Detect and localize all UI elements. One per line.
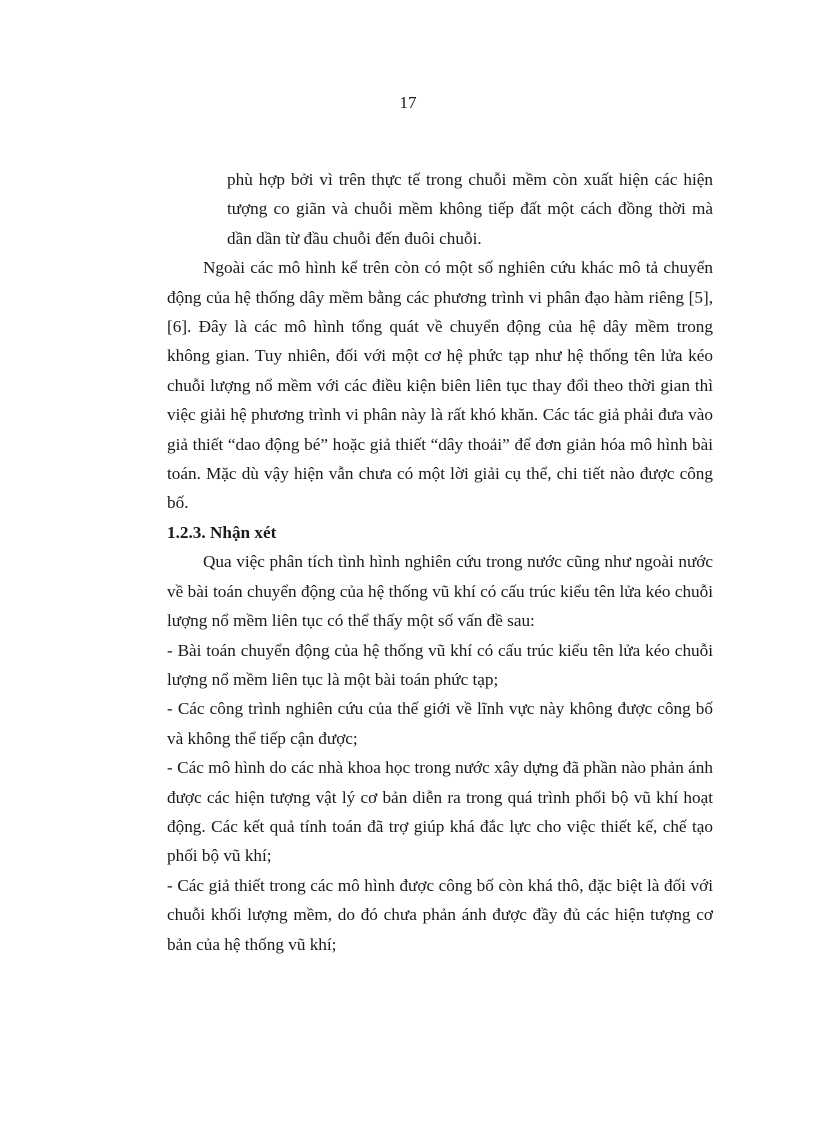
page-number: 17 [399,93,417,112]
section-heading: 1.2.3. Nhận xét [167,522,277,542]
paragraph: Ngoài các mô hình kể trên còn có một số nghiên cứu khác mô tả chuyển động của hệ thống dây mềm bằng các phương trình vi phân đạo hàm riêng [5], [6]. Đây là các mô hình tổng quát về chuyển động của hệ dây mềm trong không gian. Tuy nhiên, đối với một cơ hệ phức tạp như hệ thống tên lửa kéo chuỗi lượng nổ mềm với các điều kiện biên liên tục thay đổi theo thời gian thì việc giải hệ phương trình vi phân này là rất khó khăn. Các tác giả phải đưa vào giả thiết “dao động bé” hoặc giả thiết “dây thoải” để đơn giản hóa mô hình bài toán. Mặc dù vậy hiện vẫn chưa có một lời giải cụ thể, chi tiết nào được công bố. [167,258,713,513]
bullet-item: - Các mô hình do các nhà khoa học trong nước xây dựng đã phần nào phản ánh được các hiện tượng vật lý cơ bản diễn ra trong quá trình phối bộ vũ khí hoạt động. Các kết quả tính toán đã trợ giúp khá đắc lực cho việc thiết kế, chế tạo phối bộ vũ khí; [167,758,713,866]
bullet-item: - Các công trình nghiên cứu của thế giới về lĩnh vực này không được công bố và không thể tiếp cận được; [167,699,713,748]
document-body [167,165,713,959]
paragraph: Qua việc phân tích tình hình nghiên cứu trong nước cũng như ngoài nước về bài toán chuyển động của hệ thống vũ khí có cấu trúc kiểu tên lửa kéo chuỗi lượng nổ mềm liên tục có thể thấy một số vấn đề sau: [167,552,713,631]
continuation-paragraph: phù hợp bởi vì trên thực tế trong chuỗi mềm còn xuất hiện các hiện tượng co giãn và chuỗi mềm không tiếp đất một cách đồng thời mà dần dần từ đầu chuỗi đến đuôi chuỗi. [227,170,713,248]
bullet-item: - Các giả thiết trong các mô hình được công bố còn khá thô, đặc biệt là đối với chuỗi khối lượng mềm, do đó chưa phản ánh được đầy đủ các hiện tượng cơ bản của hệ thống vũ khí; [167,875,713,954]
bullet-item: - Bài toán chuyển động của hệ thống vũ khí có cấu trúc kiểu tên lửa kéo chuỗi lượng nổ mềm liên tục là một bài toán phức tạp; [167,640,713,689]
